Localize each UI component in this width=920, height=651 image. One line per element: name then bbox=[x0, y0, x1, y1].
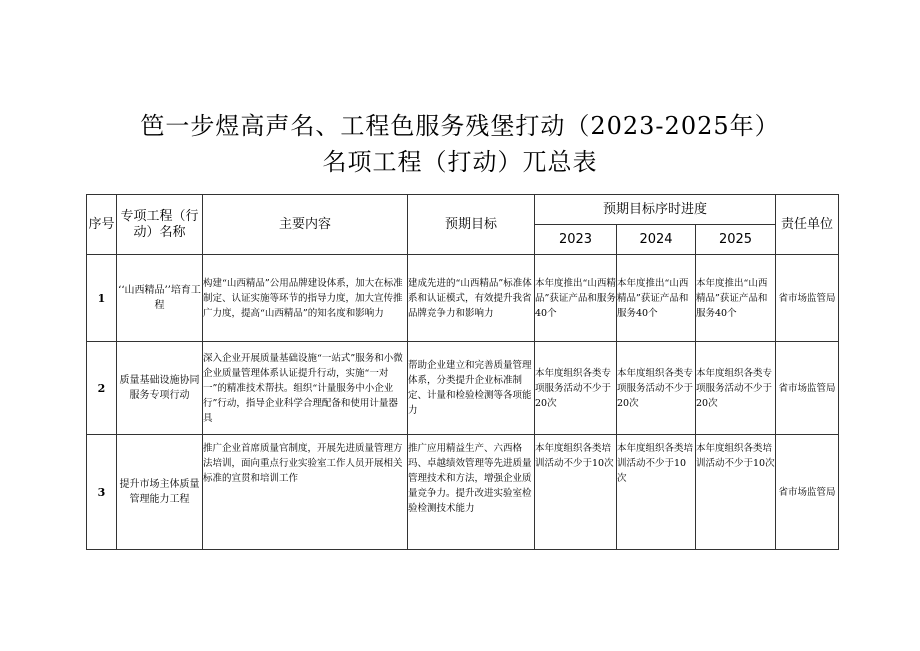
header-unit: 责任单位 bbox=[776, 195, 839, 255]
row-index: 2 bbox=[87, 342, 117, 435]
header-year-2025: 2025 bbox=[696, 225, 776, 255]
header-content: 主要内容 bbox=[203, 195, 408, 255]
header-goal: 预期目标 bbox=[408, 195, 535, 255]
title-line-2: 名项工程（打动）兀总表 bbox=[322, 148, 598, 176]
header-schedule: 预期目标序时进度 bbox=[535, 195, 776, 225]
row-target-2024: 本年度推出“山西精品”获证产品和服务40个 bbox=[617, 255, 696, 342]
row-goal: 建成先进的“山西精品”标准体系和认证模式，有效提升我省品牌竞争力和影响力 bbox=[408, 255, 535, 342]
row-index: 1 bbox=[87, 255, 117, 342]
header-year-2024: 2024 bbox=[617, 225, 696, 255]
header-year-2023: 2023 bbox=[535, 225, 617, 255]
summary-table bbox=[86, 194, 839, 550]
row-target-2024: 本年度组织各类专项服务活动不少于20次 bbox=[617, 342, 696, 435]
table-row bbox=[87, 435, 839, 550]
row-project-name: 提升市场主体质量管理能力工程 bbox=[117, 435, 203, 550]
row-goal: 推广应用精益生产、六西格玛、卓越绩效管理等先进质量管理技术和方法，增强企业质量竞争力。提升改进实验室检验检测技术能力 bbox=[408, 435, 535, 550]
row-content: 推广企业首席质量官制度，开展先进质量管理方法培训，面向重点行业实验室工作人员开展相关标准的宣贯和培训工作 bbox=[203, 435, 408, 550]
row-target-2025: 本年度推出“山西精品”获证产品和服务40个 bbox=[696, 255, 776, 342]
header-row bbox=[87, 195, 839, 225]
row-responsible-unit: 省市场监管局 bbox=[776, 342, 839, 435]
table-row bbox=[87, 255, 839, 342]
row-responsible-unit: 省市场监管局 bbox=[776, 435, 839, 550]
row-goal: 帮助企业建立和完善质量管理体系，分类提升企业标准制定、计量和检验检测等各项能力 bbox=[408, 342, 535, 435]
row-target-2025: 本年度组织各类培训活动不少于10次 bbox=[696, 435, 776, 550]
row-target-2023: 本年度组织各类专项服务活动不少于20次 bbox=[535, 342, 617, 435]
row-content: 构建“山西精品”公用品牌建设体系，加大在标准制定、认证实施等环节的指导力度，加大宣传推广力度，提高“山西精品”的知名度和影响力 bbox=[203, 255, 408, 342]
row-index: 3 bbox=[87, 435, 117, 550]
document-title bbox=[0, 108, 920, 180]
row-target-2024: 本年度组织各类培训活动不少于10次 bbox=[617, 435, 696, 550]
row-project-name: ‘‘山西精品’’培育工程 bbox=[117, 255, 203, 342]
row-target-2023: 本年度推出“山西精品”获证产品和服务40个 bbox=[535, 255, 617, 342]
table-row bbox=[87, 342, 839, 435]
header-index: 序号 bbox=[87, 195, 117, 255]
row-target-2023: 本年度组织各类培训活动不少于10次 bbox=[535, 435, 617, 550]
header-project: 专项工程（行动）名称 bbox=[117, 195, 203, 255]
row-responsible-unit: 省市场监管局 bbox=[776, 255, 839, 342]
row-target-2025: 本年度组织各类专项服务活动不少于20次 bbox=[696, 342, 776, 435]
title-line-1: 笆一步煜高声名、工程色服务残堡打动（2023-2025年） bbox=[140, 112, 780, 140]
row-project-name: 质量基础设施协同服务专项行动 bbox=[117, 342, 203, 435]
row-content: 深入企业开展质量基础设施“一站式”服务和小微企业质量管理体系认证提升行动，实施“一对一”的精准技术帮扶。组织“计量服务中小企业行”行动，指导企业科学合理配备和使用计量器具 bbox=[203, 342, 408, 435]
